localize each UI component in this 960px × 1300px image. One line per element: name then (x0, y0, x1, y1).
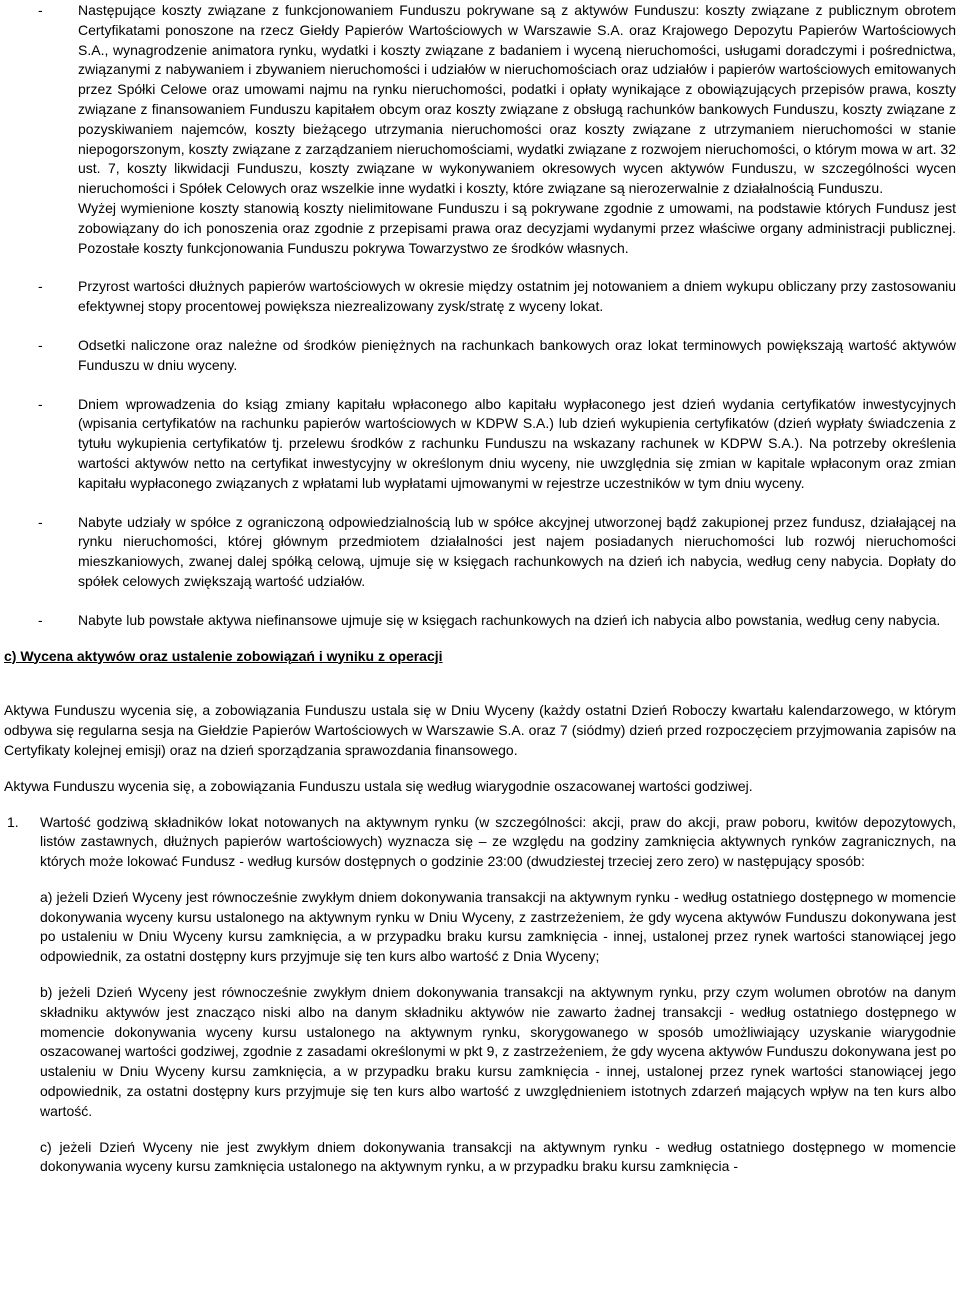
spacer (4, 317, 956, 336)
list-item-text: Nabyte udziały w spółce z ograniczoną odpowiedzialnością lub w spółce akcyjnej utworzonej bądź zakupionej przez fundusz, działającej na rynku nieruchomości, której głównym przedmiotem działalności jest najem posiadanych nieruchomości lub rozwój nieruchomości mieszkaniowych, zwanej dalej spółką celową, ujmuje się w księgach rachunkowych na dzień ich nabycia, według ceny nabycia. Dopłaty do spółek celowych zwiększają wartość udziałów. (78, 513, 956, 589)
spacer (4, 376, 956, 395)
spacer (4, 592, 956, 611)
list-item-text: Dniem wprowadzenia do ksiąg zmiany kapitału wpłaconego albo kapitału wypłaconego jest dzień wydania certyfikatów inwestycyjnych (wpisania certyfikatów na rachunku papierów wartościowych w KDPW S.A.) lub dzień wykupienia certyfikatów (dzień wypłaty świadczenia z tytułu wykupienia certyfikatów tj. przelewu środków z rachunku Funduszu na wskazany rachunek w KDPW S.A.). Na potrzeby określenia wartości aktywów netto na certyfikat inwestycyjny w określonym dniu wyceny, nie uwzględnia się zmian w kapitale wpłaconym oraz zmian kapitału wypłaconego związanych z wpłatami lub wypłatami ujmowanymi w rejestrze uczestników w tym dniu wyceny. (78, 395, 956, 491)
list-item (4, 513, 956, 592)
costs-paragraph: Następujące koszty związane z funkcjonowaniem Funduszu pokrywane są z aktywów Funduszu: koszty związane z publicznym obrotem Certyfikatami ponoszone na rzecz Giełdy Papierów Wartościowych w Warszawie S.A. oraz Krajowego Depozytu Papierów Wartościowych S.A., wynagrodzenie animatora rynku, wydatki i koszty związane z badaniem i wyceną nieruchomości, usługami doradczymi i pośrednictwa, związanymi z nabywaniem i zbywaniem nieruchomości i udziałów w nieruchomościach oraz udziałów i papierów wartościowych emitowanych przez Spółki Celowe oraz umowami najmu na rynku nieruchomości, podatki i opłaty wynikające z obowiązujących przepisów prawa, koszty związane z finansowaniem Funduszu kapitałem obcym oraz koszty związane z obsługą rachunków bankowych Funduszu, koszty związane z pozyskiwaniem najemców, koszty bieżącego utrzymania nieruchomości oraz koszty związane z utrzymaniem nieruchomości w stanie niepogorszonym, koszty związane z zarządzaniem nieruchomościami, wydatki związane z rozwojem nieruchomości, o którym mowa w art. 32 ust. 7, koszty likwidacji Funduszu, koszty związane w wykonywaniem okresowych wycen aktywów Funduszu, w szczególności wycen nieruchomości i Spółek Celowych oraz wszelkie inne wydatki i koszty, które związane są nierozerwalnie z działalnością Funduszu. (78, 2, 956, 197)
bullet-marker: - (38, 395, 43, 412)
list-item-body (78, 1, 956, 258)
spacer (4, 797, 956, 813)
spacer (4, 685, 956, 701)
item-number: 1. (7, 813, 19, 830)
spacer (4, 258, 956, 277)
list-item (4, 336, 956, 376)
costs-note-paragraph: Wyżej wymienione koszty stanowią koszty nielimitowane Funduszu i są pokrywane zgodnie z umowami, na podstawie których Fundusz jest zobowiązany do ich ponoszenia oraz zgodnie z przepisami prawa oraz decyzjami wydanymi przez właściwe organy administracji publicznej. Pozostałe koszty funkcjonowania Funduszu pokrywa Towarzystwo ze środków własnych. (78, 199, 956, 256)
list-item (4, 277, 956, 317)
fair-value-paragraph: Aktywa Funduszu wycenia się, a zobowiązania Funduszu ustala się według wiarygodnie oszacowanej wartości godziwej. (4, 777, 753, 794)
spacer (40, 1122, 956, 1138)
subitem-a: a) jeżeli Dzień Wyceny jest równocześnie zwykłym dniem dokonywania transakcji na aktywnym rynku - według ostatniego dostępnego w momencie dokonywania wyceny kursu ustalonego na aktywnym rynku w Dniu Wyceny, z zastrzeżeniem, że gdy wycena aktywów Funduszu dokonywana jest po ustaleniu w Dniu Wyceny kursu zamknięcia, a w przypadku braku kursu zamknięcia - innej, ustalonej przez rynek wartości stanowiącej jego odpowiednik, za ostatni dostępny kurs przyjmuje się ten kurs albo wartość z Dnia Wyceny; (40, 888, 956, 965)
list-item-text: Nabyte lub powstałe aktywa niefinansowe ujmuje się w księgach rachunkowych na dzień ich nabycia albo powstania, według ceny nabycia. (78, 611, 941, 628)
subitem-c: c) jeżeli Dzień Wyceny nie jest zwykłym dniem dokonywania transakcji na aktywnym rynku - według ostatniego dostępnego w momencie dokonywania wyceny kursu zamknięcia ustalonego na aktywnym rynku, a w przypadku braku kursu zamknięcia - (40, 1138, 956, 1175)
numbered-item-body (40, 813, 956, 1178)
subitem-b: b) jeżeli Dzień Wyceny jest równocześnie zwykłym dniem dokonywania transakcji na aktywnym rynku, przy czym wolumen obrotów na danym składniku aktywów jest znacząco niski albo na danym składniku aktywów nie zawarto żadnej transakcji - według ostatniego dostępnego w momencie dokonywania wyceny kursu ustalonego na aktywnym rynku, skorygowanego w sposób umożliwiający uzyskanie wiarygodnie oszacowanej wartości godziwej, zgodnie z zasadami określonymi w pkt 9, z zastrzeżeniem, że gdy wycena aktywów Funduszu dokonywana jest po ustaleniu w Dniu Wyceny kursu zamknięcia, a w przypadku braku kursu zamknięcia - innej, ustalonej przez rynek wartości stanowiącej jego odpowiednik, za ostatni dostępny kurs przyjmuje się ten kurs albo wartość z uwzględnieniem istotnych zdarzeń mających wpływ na ten kurs albo wartość. (40, 984, 956, 1119)
list-item-costs (4, 1, 956, 258)
list-item (4, 611, 956, 631)
bullet-marker: - (38, 513, 43, 530)
spacer (40, 967, 956, 983)
bullet-marker: - (38, 336, 43, 353)
list-item-text: Przyrost wartości dłużnych papierów wartościowych w okresie między ostatnim jej notowaniem a dniem wykupu obliczany przy zastosowaniu efektywnej stopy procentowej powiększa niezrealizowany zysk/stratę z wyceny lokat. (78, 278, 956, 315)
numbered-item-intro: Wartość godziwą składników lokat notowanych na aktywnym rynku (w szczególności: akcji, praw do akcji, praw poboru, kwitów depozytowych, listów zastawnych, dłużnych papierów wartościowych) wyznacza się – ze względu na godziny zamknięcia aktywnych rynków zagranicznych, na których może lokować Fundusz - według kursów dostępnych o godzinie 23:00 (dwudziestej trzeciej zero zero) w następujący sposób: (40, 813, 956, 870)
list-item-text: Odsetki naliczone oraz należne od środków pieniężnych na rachunkach bankowych oraz lokat terminowych powiększają wartość aktywów Funduszu w dniu wyceny. (78, 336, 956, 373)
list-item (4, 395, 956, 494)
spacer (40, 872, 956, 888)
valuation-date-paragraph: Aktywa Funduszu wycenia się, a zobowiązania Funduszu ustala się w Dniu Wyceny (każdy ostatni Dzień Roboczy kwartału kalendarzowego, w którym odbywa się regularna sesja na Giełdzie Papierów Wartościowych w Warszawie S.A. oraz 7 (siódmy) dzień przed rozpoczęciem przyjmowania zapisów na Certyfikaty kolejnej emisji) oraz na dzień sporządzania sprawozdania finansowego. (4, 702, 956, 758)
spacer (4, 631, 956, 647)
bullet-marker: - (38, 611, 43, 628)
spacer (4, 761, 956, 777)
numbered-item (4, 813, 956, 1178)
bullet-marker: - (38, 278, 43, 295)
spacer (4, 666, 956, 685)
spacer (4, 494, 956, 513)
section-heading: c) Wycena aktywów oraz ustalenie zobowiązań i wyniku z operacji (4, 647, 443, 664)
bullet-marker: - (38, 2, 43, 18)
